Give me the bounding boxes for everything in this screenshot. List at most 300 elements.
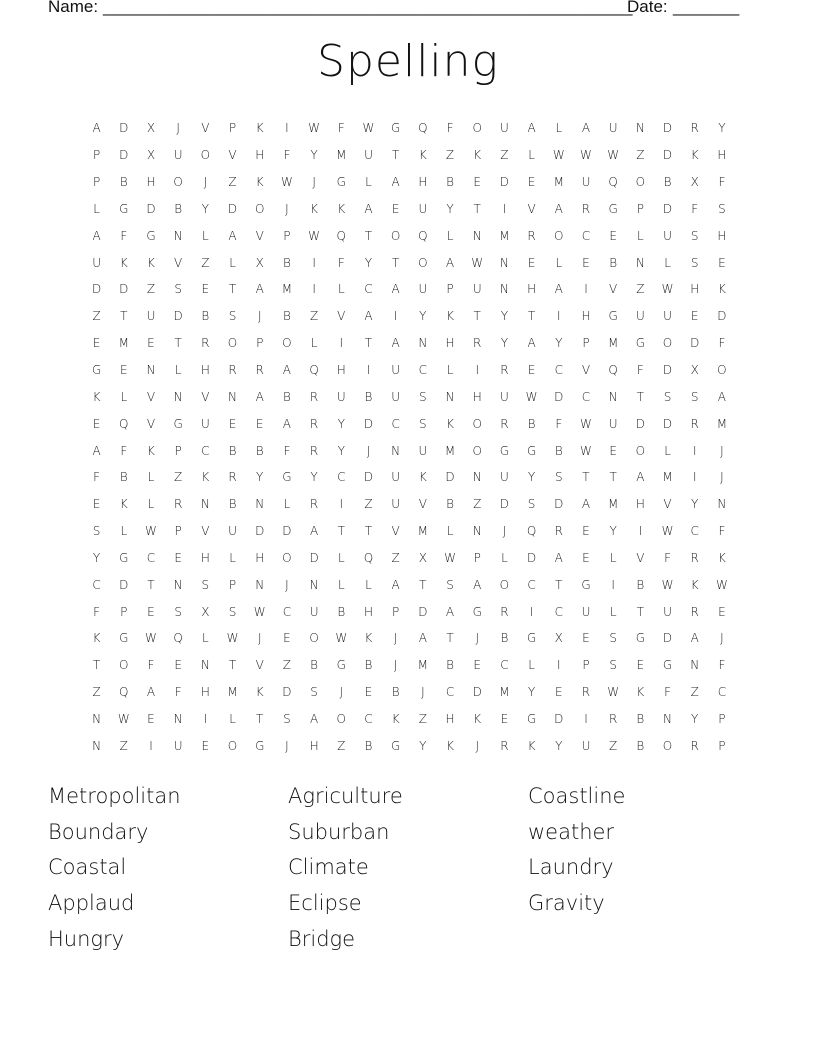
- grid-letter: X: [690, 363, 699, 378]
- grid-letter: G: [91, 363, 102, 378]
- grid-letter: F: [93, 470, 101, 485]
- grid-letter: U: [336, 389, 346, 404]
- grid-letter: S: [419, 389, 427, 404]
- grid-letter: E: [147, 711, 155, 726]
- grid-letter: K: [147, 255, 155, 270]
- grid-letter: R: [690, 416, 699, 431]
- grid-letter: S: [201, 577, 210, 592]
- grid-letter: Z: [228, 175, 237, 190]
- grid-letter: S: [690, 255, 699, 270]
- grid-letter: B: [228, 443, 237, 458]
- grid-letter: Z: [690, 685, 699, 700]
- grid-letter: D: [554, 389, 564, 404]
- grid-letter: I: [557, 309, 561, 324]
- grid-letter: U: [663, 604, 672, 619]
- word-bank-column-3: [528, 782, 758, 925]
- grid-letter: Q: [608, 363, 618, 378]
- grid-letter: Q: [418, 121, 428, 136]
- grid-letter: R: [309, 497, 319, 512]
- grid-letter: J: [366, 443, 371, 458]
- grid-letter: R: [309, 389, 319, 404]
- word-bank-item: Eclipse: [288, 891, 362, 916]
- grid-letter: N: [255, 577, 265, 592]
- grid-letter: Z: [500, 148, 509, 163]
- grid-letter: O: [254, 201, 265, 216]
- grid-letter: G: [391, 738, 401, 753]
- grid-letter: S: [718, 201, 726, 216]
- grid-letter: D: [418, 604, 428, 619]
- grid-letter: L: [446, 524, 454, 539]
- grid-letter: P: [174, 443, 182, 458]
- grid-letter: N: [635, 255, 645, 270]
- grid-letter: O: [227, 738, 238, 753]
- grid-letter: A: [445, 255, 455, 270]
- grid-letter: O: [173, 175, 183, 190]
- grid-letter: G: [526, 443, 537, 458]
- grid-letter: G: [119, 631, 129, 646]
- grid-letter: K: [690, 148, 699, 163]
- grid-letter: D: [119, 121, 129, 136]
- grid-letter: F: [718, 175, 726, 190]
- grid-letter: Y: [256, 470, 264, 485]
- grid-letter: Z: [418, 711, 427, 726]
- grid-letter: A: [391, 175, 400, 190]
- grid-letter: L: [147, 470, 155, 485]
- grid-letter: R: [608, 711, 618, 726]
- grid-letter: X: [418, 550, 427, 565]
- grid-letter: Y: [718, 121, 726, 136]
- grid-letter: J: [421, 685, 425, 700]
- grid-letter: A: [92, 228, 101, 243]
- grid-letter: M: [281, 282, 293, 297]
- grid-letter: B: [174, 201, 183, 216]
- grid-letter: S: [609, 658, 617, 673]
- grid-letter: S: [92, 524, 101, 539]
- grid-letter: O: [662, 336, 673, 351]
- word-bank: [48, 782, 768, 972]
- grid-letter: U: [581, 604, 591, 619]
- word-bank-item: Metropolitan: [48, 784, 181, 808]
- grid-letter: U: [200, 416, 210, 431]
- grid-letter: T: [228, 282, 237, 297]
- grid-letter: T: [256, 711, 264, 726]
- grid-letter: N: [499, 255, 509, 270]
- grid-letter: G: [635, 336, 645, 351]
- grid-letter: N: [173, 228, 183, 243]
- grid-letter: V: [201, 121, 210, 136]
- grid-letter: P: [718, 711, 726, 726]
- grid-letter: I: [557, 658, 561, 673]
- grid-letter: W: [580, 416, 592, 431]
- grid-letter: Y: [527, 685, 536, 700]
- grid-letter: R: [581, 201, 591, 216]
- grid-letter: D: [690, 336, 700, 351]
- grid-letter: T: [174, 336, 182, 351]
- grid-letter: W: [661, 282, 674, 297]
- grid-letter: Q: [336, 228, 346, 243]
- grid-letter: L: [202, 228, 209, 243]
- grid-letter: D: [717, 309, 727, 324]
- grid-letter: F: [664, 685, 671, 700]
- grid-letter: L: [609, 604, 617, 619]
- grid-letter: C: [445, 685, 455, 700]
- grid-letter: G: [146, 228, 156, 243]
- grid-letter: Y: [609, 524, 617, 539]
- grid-letter: P: [92, 175, 101, 190]
- grid-letter: N: [200, 497, 210, 512]
- grid-letter: T: [636, 389, 645, 404]
- grid-letter: T: [92, 658, 101, 673]
- grid-letter: U: [635, 309, 645, 324]
- grid-letter: W: [552, 148, 565, 163]
- grid-letter: O: [390, 228, 401, 243]
- grid-letter: Z: [309, 309, 319, 324]
- grid-letter: J: [393, 658, 398, 673]
- grid-letter: K: [337, 201, 346, 216]
- grid-letter: R: [201, 336, 210, 351]
- grid-letter: V: [201, 389, 210, 404]
- grid-letter: L: [501, 550, 508, 565]
- grid-letter: D: [119, 577, 129, 592]
- grid-letter: M: [553, 175, 564, 190]
- grid-letter: I: [312, 255, 316, 270]
- grid-letter: J: [339, 685, 344, 700]
- grid-letter: B: [609, 255, 618, 270]
- grid-letter: N: [445, 389, 455, 404]
- grid-letter: N: [418, 336, 428, 351]
- grid-letter: U: [418, 282, 428, 297]
- grid-letter: I: [584, 282, 588, 297]
- grid-letter: J: [393, 631, 398, 646]
- grid-letter: M: [417, 524, 429, 539]
- grid-letter: E: [174, 658, 182, 673]
- grid-letter: K: [446, 738, 454, 753]
- grid-letter: B: [500, 631, 509, 646]
- grid-letter: D: [499, 175, 510, 190]
- grid-letter: D: [146, 201, 156, 216]
- grid-letter: L: [528, 148, 535, 163]
- grid-letter: Q: [173, 631, 183, 646]
- grid-letter: U: [391, 389, 401, 404]
- grid-letter: I: [149, 738, 153, 753]
- grid-letter: A: [554, 550, 563, 565]
- grid-letter: R: [690, 550, 699, 565]
- grid-letter: E: [582, 631, 590, 646]
- grid-letter: S: [283, 711, 291, 726]
- grid-letter: E: [609, 443, 617, 458]
- grid-letter: C: [92, 577, 101, 592]
- grid-letter: G: [608, 309, 618, 324]
- grid-letter: Y: [310, 470, 318, 485]
- grid-letter: H: [472, 389, 482, 404]
- grid-letter: D: [309, 550, 319, 565]
- grid-letter: E: [92, 497, 101, 512]
- grid-letter: K: [255, 121, 264, 136]
- grid-letter: L: [555, 255, 563, 270]
- grid-letter: W: [253, 604, 266, 619]
- grid-letter: Y: [337, 416, 345, 431]
- grid-letter: K: [446, 309, 454, 324]
- grid-letter: U: [418, 201, 428, 216]
- grid-letter: E: [92, 336, 101, 351]
- grid-letter: I: [285, 121, 289, 136]
- grid-letter: A: [92, 443, 101, 458]
- grid-letter: A: [309, 711, 319, 726]
- grid-letter: E: [473, 658, 482, 673]
- grid-letter: L: [283, 497, 291, 512]
- grid-letter: M: [227, 685, 238, 700]
- grid-letter: U: [500, 389, 509, 404]
- grid-letter: T: [364, 524, 373, 539]
- grid-letter: Z: [174, 470, 183, 485]
- grid-letter: J: [475, 738, 479, 753]
- grid-letter: Z: [391, 550, 400, 565]
- grid-letter: A: [92, 121, 101, 136]
- grid-letter: F: [718, 658, 726, 673]
- name-blank-line: ________________________________________________________: [103, 0, 633, 16]
- date-label: Date:: [627, 0, 668, 16]
- grid-letter: P: [582, 336, 590, 351]
- grid-letter: Y: [691, 497, 699, 512]
- grid-letter: K: [690, 577, 699, 592]
- grid-letter: V: [337, 309, 346, 324]
- grid-letter: K: [147, 443, 155, 458]
- grid-letter: D: [91, 282, 102, 297]
- grid-letter: E: [527, 255, 536, 270]
- grid-letter: C: [282, 604, 292, 619]
- grid-letter: M: [716, 416, 728, 431]
- grid-letter: I: [366, 363, 371, 378]
- grid-letter: D: [227, 201, 238, 216]
- grid-letter: B: [282, 309, 291, 324]
- grid-letter: E: [391, 201, 400, 216]
- grid-letter: R: [473, 336, 482, 351]
- grid-letter: S: [446, 577, 454, 592]
- grid-letter: L: [446, 228, 454, 243]
- grid-letter: E: [527, 363, 536, 378]
- grid-letter: A: [146, 685, 156, 700]
- grid-letter: C: [391, 416, 400, 431]
- grid-letter: N: [499, 282, 509, 297]
- grid-letter: E: [92, 416, 101, 431]
- grid-letter: B: [364, 738, 373, 753]
- grid-letter: J: [475, 631, 479, 646]
- grid-letter: B: [337, 604, 346, 619]
- grid-letter: B: [636, 711, 645, 726]
- grid-letter: S: [690, 228, 699, 243]
- grid-letter: R: [527, 228, 536, 243]
- grid-letter: T: [582, 470, 590, 485]
- grid-letter: K: [527, 738, 536, 753]
- grid-letter: I: [339, 497, 344, 512]
- grid-letter: B: [446, 658, 454, 673]
- grid-letter: L: [337, 577, 345, 592]
- grid-letter: E: [147, 336, 155, 351]
- grid-letter: W: [145, 524, 157, 539]
- grid-letter: A: [554, 201, 563, 216]
- grid-letter: F: [337, 255, 345, 270]
- grid-letter: E: [718, 604, 726, 619]
- grid-letter: Y: [527, 470, 536, 485]
- grid-letter: N: [391, 443, 401, 458]
- grid-letter: K: [717, 550, 726, 565]
- grid-letter: J: [502, 524, 507, 539]
- grid-letter: Z: [201, 255, 210, 270]
- grid-letter: Y: [310, 148, 318, 163]
- grid-letter: S: [228, 309, 237, 324]
- grid-letter: K: [92, 631, 101, 646]
- grid-letter: Q: [119, 416, 129, 431]
- grid-letter: L: [528, 658, 535, 673]
- grid-letter: C: [581, 389, 591, 404]
- grid-letter: V: [581, 363, 591, 378]
- grid-letter: C: [364, 282, 373, 297]
- grid-letter: F: [283, 148, 291, 163]
- grid-letter: T: [473, 309, 481, 324]
- grid-letter: H: [717, 228, 727, 243]
- grid-letter: D: [445, 470, 455, 485]
- grid-letter: D: [662, 363, 673, 378]
- grid-letter: H: [200, 363, 210, 378]
- grid-letter: H: [255, 148, 265, 163]
- grid-letter: K: [255, 175, 264, 190]
- grid-letter: E: [582, 524, 590, 539]
- grid-letter: A: [581, 121, 591, 136]
- grid-letter: N: [309, 577, 319, 592]
- grid-letter: F: [120, 443, 128, 458]
- grid-letter: L: [174, 363, 182, 378]
- grid-letter: Y: [500, 309, 509, 324]
- grid-letter: B: [119, 470, 128, 485]
- grid-letter: D: [662, 121, 673, 136]
- grid-letter: K: [391, 711, 400, 726]
- grid-letter: A: [228, 228, 237, 243]
- grid-letter: I: [339, 336, 344, 351]
- grid-letter: P: [446, 282, 454, 297]
- grid-letter: Z: [636, 282, 645, 297]
- grid-letter: E: [255, 416, 264, 431]
- grid-letter: B: [201, 309, 210, 324]
- grid-letter: A: [473, 577, 482, 592]
- grid-letter: O: [309, 631, 319, 646]
- grid-letter: V: [146, 416, 156, 431]
- grid-letter: A: [255, 389, 264, 404]
- grid-letter: R: [554, 524, 563, 539]
- grid-letter: J: [257, 309, 262, 324]
- grid-letter: Z: [473, 497, 482, 512]
- grid-letter: C: [690, 524, 699, 539]
- grid-letter: R: [228, 470, 237, 485]
- grid-letter: U: [146, 309, 156, 324]
- grid-letter: B: [663, 175, 672, 190]
- grid-letter: H: [200, 550, 210, 565]
- grid-letter: F: [718, 336, 726, 351]
- grid-letter: S: [554, 470, 563, 485]
- grid-letter: W: [580, 148, 592, 163]
- grid-letter: K: [473, 711, 482, 726]
- grid-letter: V: [636, 550, 645, 565]
- grid-letter: G: [391, 121, 401, 136]
- grid-letter: D: [282, 524, 292, 539]
- grid-letter: N: [146, 363, 156, 378]
- grid-letter: E: [228, 416, 237, 431]
- grid-letter: G: [173, 416, 183, 431]
- grid-letter: W: [308, 121, 321, 136]
- grid-letter: L: [365, 577, 372, 592]
- grid-letter: D: [119, 282, 129, 297]
- grid-letter: H: [309, 738, 319, 753]
- grid-letter: N: [663, 711, 673, 726]
- grid-letter: I: [312, 282, 316, 297]
- grid-letter: N: [92, 738, 102, 753]
- grid-letter: C: [500, 658, 509, 673]
- grid-letter: U: [581, 175, 591, 190]
- grid-letter: V: [174, 255, 183, 270]
- grid-letter: V: [228, 148, 237, 163]
- grid-letter: P: [718, 738, 726, 753]
- grid-letter: M: [607, 336, 619, 351]
- grid-letter: G: [119, 201, 129, 216]
- grid-letter: Z: [92, 685, 101, 700]
- grid-letter: L: [120, 524, 128, 539]
- grid-letter: O: [282, 550, 292, 565]
- grid-letter: C: [717, 685, 727, 700]
- grid-letter: U: [364, 148, 373, 163]
- grid-letter: T: [147, 577, 155, 592]
- grid-letter: U: [173, 148, 183, 163]
- grid-letter: G: [119, 550, 129, 565]
- grid-letter: U: [663, 309, 672, 324]
- grid-letter: O: [282, 336, 292, 351]
- grid-letter: V: [663, 497, 672, 512]
- grid-letter: L: [229, 255, 236, 270]
- grid-letter: E: [364, 685, 373, 700]
- grid-letter: A: [282, 363, 292, 378]
- grid-letter: L: [229, 711, 236, 726]
- grid-letter: U: [581, 738, 591, 753]
- grid-letter: C: [201, 443, 210, 458]
- grid-letter: N: [608, 389, 618, 404]
- grid-letter: W: [308, 228, 321, 243]
- grid-letter: Z: [92, 309, 101, 324]
- grid-letter: G: [581, 577, 591, 592]
- grid-letter: E: [554, 685, 563, 700]
- grid-letter: D: [554, 497, 564, 512]
- grid-letter: B: [636, 738, 645, 753]
- grid-letter: L: [664, 443, 671, 458]
- grid-letter: I: [638, 524, 643, 539]
- grid-letter: D: [363, 416, 374, 431]
- grid-letter: U: [500, 470, 509, 485]
- grid-letter: D: [662, 201, 673, 216]
- grid-letter: U: [608, 416, 618, 431]
- grid-letter: S: [527, 497, 536, 512]
- grid-letter: P: [392, 604, 400, 619]
- grid-letter: N: [472, 228, 482, 243]
- grid-letter: H: [527, 282, 537, 297]
- grid-letter: F: [664, 550, 671, 565]
- word-bank-item: Climate: [288, 855, 369, 880]
- grid-letter: H: [445, 336, 455, 351]
- grid-letter: E: [147, 604, 155, 619]
- grid-letter: M: [118, 336, 129, 351]
- grid-letter: T: [636, 604, 645, 619]
- grid-letter: H: [581, 309, 591, 324]
- word-search-grid: [83, 115, 736, 759]
- grid-letter: M: [444, 443, 456, 458]
- grid-letter: T: [228, 658, 237, 673]
- grid-letter: A: [690, 631, 699, 646]
